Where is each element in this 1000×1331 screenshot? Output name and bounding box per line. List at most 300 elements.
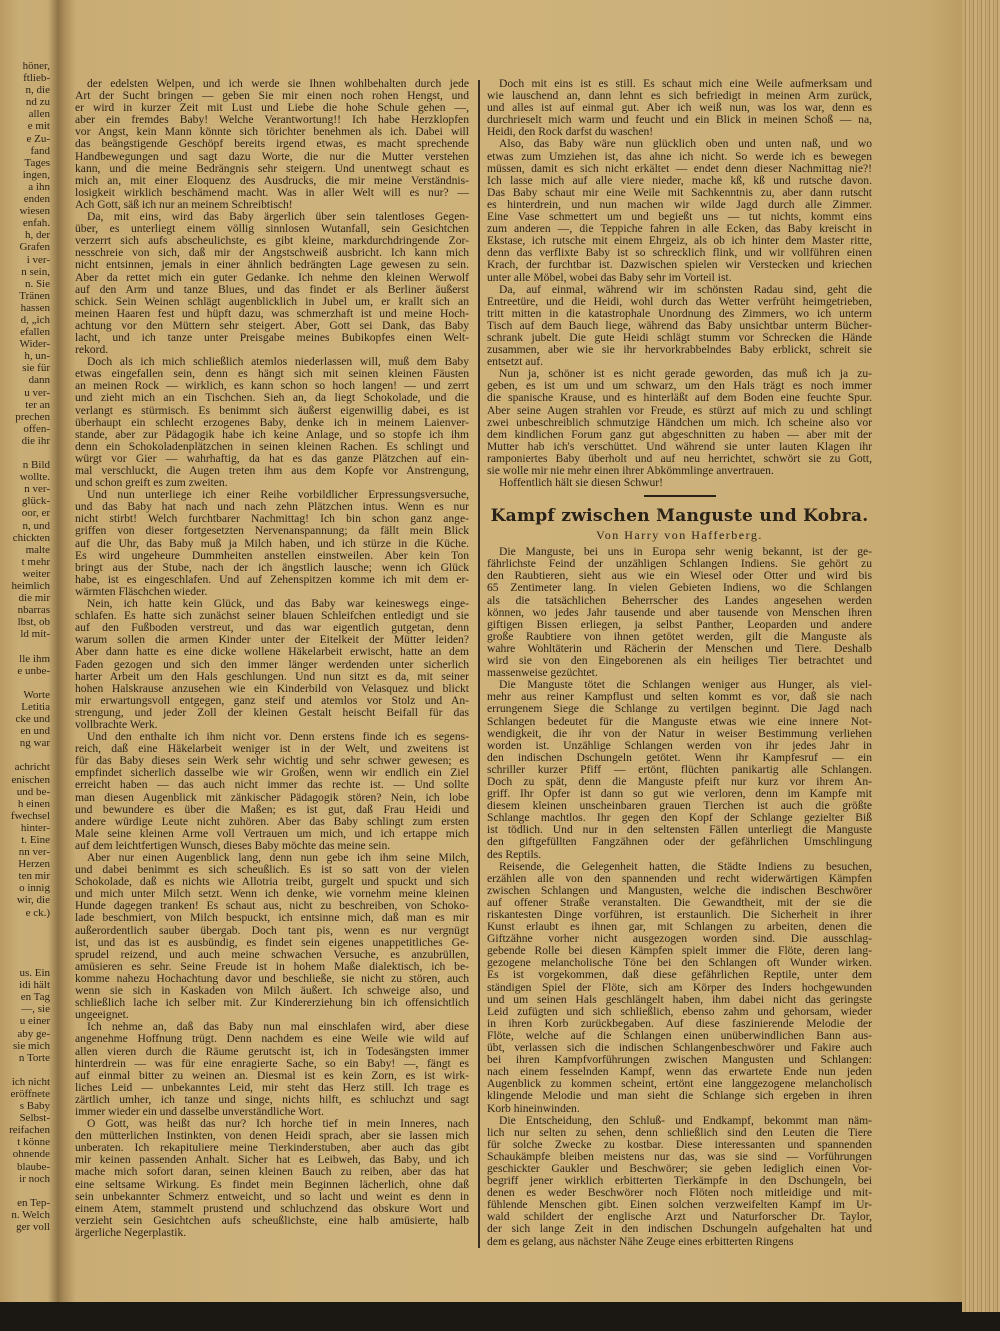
text-line: Das Baby schaut mir eine Weile mit Sachkenntnis zu, aber dann rutscht	[487, 185, 872, 199]
fragment-line: n, die	[25, 84, 50, 97]
fragment-line: blaube-	[17, 1160, 50, 1173]
fragment-line: Wider-	[19, 338, 50, 351]
text-line: Ich nehme an, daß das Baby nun mal einschlafen wird, aber diese	[87, 1020, 469, 1034]
text-line: Nun ja, schöner ist es nicht gerade geworden, das muß ich ja zu-	[499, 367, 872, 381]
text-line: Die Manguste, bei uns in Europa sehr wenig bekannt, ist der ge-	[499, 545, 872, 559]
text-line: Schlange machtlos. Ihr gegen den Kopf der Schlange gezielter Biß	[487, 811, 872, 825]
text-line: des Reptils.	[487, 847, 542, 861]
text-line: mache mich sofort daran, seinen kleinen Bauch zu reiben, aber das hat	[75, 1165, 469, 1179]
fragment-line: en und	[20, 725, 50, 738]
fragment-line	[0, 955, 50, 967]
text-line: eine seltsame Wirkung. Es findet mein Beginnen lächerlich, ohne daß	[75, 1177, 469, 1191]
text-line: denn das verflixte Baby ist so schrecklich flink, und wir vollführen einen	[487, 246, 872, 260]
text-line: giftigen Bissen erliegen, ja selbst Panther, Leoparden und andere	[487, 617, 872, 631]
text-line: Entreetüre, und die Heidi, wohl durch das Wetter verfrüht heimgetrieben,	[487, 294, 872, 308]
fragment-line: und be-	[16, 785, 50, 798]
text-line: nicht stirbt! Welch furchtbarer Nachmittag! Ich bin schon ganz ange-	[75, 512, 469, 526]
text-line: Kunst erlaubt es ihnen gar, mit Schlangen zu arbeiten, denen die	[487, 920, 872, 934]
fragment-line: dann	[28, 374, 50, 387]
text-line: Doch zu spät, denn die Manguste pfeift nur kurz vor ihrem An-	[487, 774, 872, 788]
fragment-line: chickten	[12, 531, 50, 544]
text-line: riskantesten Dinge vorführen, ist erstaunlich. Die Sicherheit in ihrer	[487, 908, 872, 921]
fragment-line: idi hält	[19, 979, 50, 992]
text-line: große Raubtiere von ihnen getötet werden, gilt die Manguste als	[487, 629, 872, 643]
text-line: für das Baby dieses sein Werk sehr wichtig und sehr schwer gewesen; es	[75, 754, 469, 768]
text-line: hohen Halskrause anzusehen wie ein Kinderbild von Velasquez und blickt	[75, 681, 469, 695]
fragment-line: us. Ein	[19, 967, 50, 980]
text-line: den mütterlichen Instinkten, von denen Heidi sprach, aber sie lassen mich	[75, 1129, 469, 1143]
fragment-line: nbarras	[17, 604, 50, 617]
text-line: wärmten Fläschchen wieder.	[75, 584, 208, 598]
text-line: Und den enthalte ich ihm nicht vor. Denn erstens finde ich es segens-	[87, 730, 469, 744]
text-line: worden ist. Unzählige Schlangen werden von ihr jedes Jahr in	[487, 738, 872, 752]
fragment-line: ger voll	[16, 1221, 50, 1233]
fragment-line: a ihn	[28, 180, 50, 193]
fragment-line: ohnende	[12, 1148, 50, 1161]
facing-page-fragments	[0, 60, 50, 1233]
text-line: der edelsten Welpen, und ich werde sie Ihnen wohlbehalten durch jede	[87, 77, 469, 90]
text-line: außerordentlich sauber übergab. Doch tant pis, wenn es nur vergnügt	[75, 923, 469, 937]
text-line: zwei unbeschreiblich schmutzige Händchen um mich. Ich scheine also vor	[487, 415, 872, 429]
text-line: ist tödlich. Und nur in den seltensten Fällen unterliegt die Manguste	[487, 823, 872, 837]
text-line: Aber da rettet mich ein guter Gedanke. Ich nehme den kleinen Werwolf	[75, 270, 469, 284]
text-line: erzählen alle von den spannenden und recht widerwärtigen Kämpfen	[487, 871, 872, 885]
text-line: und mich unter Milch setzt. Wenn ich denke, wie vornehm meine kleinen	[75, 887, 469, 901]
text-line: und alles ist auf einmal gut. Aber ich weiß nun, was los war, denn es	[487, 101, 872, 115]
text-line: den indischen Dschungeln getötet. Wenn ihr Kampfesruf — ein	[487, 750, 872, 764]
fragment-line: Tages	[24, 156, 50, 169]
text-line: an meinen Rock — wirklich, es kann schon so hoch langen! — und zerrt	[75, 379, 469, 393]
text-line: kann, und die meine Bedrängnis sehr steigern. Und unentwegt schaut es	[75, 161, 469, 175]
text-line: klingende Melodie und man sieht die Schlange sich ergeben in ihren	[487, 1089, 872, 1103]
story-continuation	[487, 78, 872, 489]
fragment-line: aby ge-	[17, 1027, 50, 1040]
fragment-line: sie für	[22, 362, 50, 375]
text-line: O Gott, was heißt das nur? Ich horche tief in mein Inneres, nach	[87, 1117, 469, 1131]
paragraph	[75, 211, 469, 356]
fragment-line	[0, 1064, 50, 1076]
text-line: nesschreie von sich, daß mir der Angstschweiß ausbricht. Ich kann mich	[75, 246, 469, 260]
fragment-line: Worte	[23, 688, 50, 701]
text-line: Male seine kleinen Arme voll Vertrauen um mich, und ich ertappe mich	[75, 826, 469, 840]
paragraph	[487, 284, 872, 369]
text-line: tritt mitten in die katastrophale Unordnung des Zimmers, wo ich unterm	[487, 306, 872, 320]
article-body	[487, 546, 872, 1247]
text-line: verlangt es stürmisch. Es benimmt sich äußerst eigenwillig dabei, es ist	[75, 403, 469, 417]
paragraph	[487, 546, 872, 679]
text-line: unberaten. Ich rekapituliere meine Tierkinderstuben, aber auch das gibt	[75, 1141, 469, 1155]
text-line: Und nun unterliege ich einer Reihe vorbildlicher Erpressungsversuche,	[87, 488, 469, 502]
text-line: überhaupt ein schlecht erzogenes Baby, denke ich in meinem Laienver-	[75, 415, 469, 429]
text-line: Nein, ich hatte kein Glück, und das Baby war keineswegs einge-	[87, 597, 469, 611]
fragment-line: en Tep-	[17, 1196, 50, 1209]
fragment-line: u ver-	[24, 386, 50, 399]
text-line: würgt vor Gier — wahrhaftig, da hat es das ganze Plätzchen auf ein-	[75, 451, 469, 465]
text-line: Handbewegungen und sagt dazu Worte, die nur die Mutter verstehen	[75, 149, 469, 163]
fragment-line: ten mir	[18, 870, 50, 883]
text-line: Doch als ich mich schließlich atemlos niederlassen will, muß dem Baby	[87, 355, 469, 369]
text-line: mir keinen passenden Anhalt. Sicher hat es Leibweh, das Baby, und ich	[75, 1153, 469, 1167]
text-line: man diesen Augenblick mit zänkischer Pädagogik stören? Nein, ich lobe	[75, 790, 469, 804]
fragment-line: n Torte	[18, 1051, 50, 1064]
fragment-line: fwechsel	[10, 809, 50, 822]
paragraph	[75, 78, 469, 211]
fragment-line: höner,	[22, 60, 50, 72]
fragment-line: ftlieb-	[23, 72, 50, 85]
fragment-line: e ck.)	[25, 906, 50, 919]
text-line: errungenem Siege die Schlange zu vertilgen beginnt. Die Jagd nach	[487, 702, 872, 716]
fragment-line: allen	[28, 108, 50, 121]
text-line: 65 Zentimeter lang. In vielen Gebieten Indiens, wo die Schlangen	[487, 581, 872, 595]
fragment-line: s Baby	[19, 1100, 50, 1113]
fragment-line: enfah.	[22, 217, 50, 230]
text-line: andere würdige Leute nicht zuhören. Aber das Baby schlingt zum ersten	[75, 814, 469, 828]
text-line: Flöte, welche auf die Schlangen einen unüberwindlichen Bann aus-	[487, 1028, 872, 1042]
fragment-line	[0, 1185, 50, 1197]
text-line: dem kindlichen Forum ganz gut abgeschnitten zu haben — aber mit der	[487, 427, 872, 441]
text-line: entsetzt auf.	[487, 355, 544, 369]
text-line: stande, aber zur Pädagogik habe ich keine Anlage, und so stopfe ich ihm	[75, 427, 469, 441]
paragraph	[75, 731, 469, 852]
fragment-line: enischen	[11, 773, 50, 786]
text-line: Die Entscheidung, den Schluß- und Endkampf, bekommt man näm-	[499, 1113, 872, 1127]
text-line: verzerrt sich aufs abscheulichste, es gibt kleine, markdurchdringende Zor-	[75, 234, 469, 248]
column-divider	[478, 80, 480, 1248]
fragment-line: d, „ich	[20, 313, 50, 326]
fragment-line: die mir	[18, 592, 50, 605]
fragment-line: reifachen	[9, 1124, 50, 1137]
text-line: begriff jener wirklich erbitterten Tierkämpfe in den Dschungeln, bei	[487, 1174, 872, 1188]
article-byline: Von Harry von Hafferberg.	[596, 528, 763, 543]
text-line: durchrieselt mich warm und feucht und ein Blick in meinen Schoß — na,	[487, 113, 872, 127]
text-line: und schon greift es zum zweiten.	[75, 476, 228, 490]
text-line: und bewundere es über die Maßen; es ist gut, daß Frau Heidi und	[75, 802, 469, 816]
text-line: auf einmal bitter zu weinen an. Diesmal ist es kein Zorn, es ist wirk-	[75, 1068, 469, 1082]
text-line: massenweise gezüchtet.	[487, 666, 598, 680]
fragment-line: Grafen	[19, 241, 50, 254]
text-line: zum anderen —, die Teppiche fahren in alle Ecken, das Baby kreischt in	[487, 222, 872, 236]
fragment-line: n. Welch	[11, 1208, 50, 1221]
text-line: einem Atem, stammelt prustend und schluchzend das obskure Wort und	[75, 1201, 469, 1215]
fragment-line: wir, die	[16, 894, 50, 907]
text-line: hinterdrein — was für eine enragierte Sache, so ein Baby! —, fängt es	[75, 1056, 469, 1070]
text-line: Heidi, den Rock darfst du waschen!	[487, 125, 654, 139]
text-line: Faden gezogen und sich den immer länger werdenden unter sicherlich	[75, 657, 469, 671]
text-line: Da, mit eins, wird das Baby ärgerlich über sein talentloses Gegen-	[87, 210, 469, 224]
text-line: lacht, und ich tanze unter Preisgabe meines Bubikopfes einen Welt-	[75, 330, 469, 344]
text-line: mich an, mit einer Eloquenz des Ausdrucks, die mir meine Verständnis-	[75, 173, 469, 187]
text-line: lade beschmiert, von Milch bespuckt, ich entsinne mich, daß man es mir	[75, 911, 469, 925]
fragment-line: h einen	[17, 797, 50, 810]
text-line: Aber nur einen Augenblick lang, denn nun gebe ich ihm seine Milch,	[87, 851, 469, 864]
paragraph	[75, 1021, 469, 1118]
text-line: denn ein Schokoladenplätzchen in seinen kleinen Rachen. Es schlingt und	[75, 439, 469, 453]
text-line: griff. Ihr Opfer ist dann so gut wie verloren, denn im Kampfe mit	[487, 787, 872, 801]
text-line: Doch mit eins ist es still. Es schaut mich eine Weile aufmerksam und	[499, 77, 872, 90]
text-line: den giftgefüllten Fangzähnen oder der gefährlichen Umschlingung	[487, 835, 872, 849]
text-line: und das Baby hat nach und nach zehn Plätzchen intus. Wenn es nur	[75, 500, 469, 514]
fragment-line: hinter-	[20, 821, 50, 834]
text-line: auf offener Straße veranstalten. Die Gewandtheit, mit der sie die	[487, 895, 872, 909]
text-line: Also, das Baby wäre nun glücklich oben und unten naß, und wo	[499, 137, 872, 151]
text-line: ärgerliche Negerplastik.	[75, 1225, 187, 1239]
fragment-line: o innig	[19, 882, 50, 895]
fragment-line: ng war	[19, 737, 50, 750]
fragment-line: u einer	[19, 1015, 50, 1028]
fragment-line	[0, 641, 50, 653]
text-line: gezogene melancholische Töne bei den Schlangen oft Wunder wirken.	[487, 956, 872, 970]
fragment-line: n sein,	[21, 265, 50, 278]
text-line: sprudel reizend, und auch meine schwachen Versuche, es anzubrüllen,	[75, 947, 469, 961]
fragment-line	[0, 447, 50, 459]
text-line: Ach Gott, säß ich nur an meinem Schreibtisch!	[75, 197, 293, 211]
text-line: der sich lange Zeit in den indischen Dschungeln aufgehalten hat und	[487, 1222, 872, 1236]
text-line: auf die Uhr, das Baby muß ja Milch haben, und ich stürze in die Küche.	[75, 536, 469, 550]
fragment-line: —, sie	[21, 1003, 50, 1016]
fragment-line: eröffnete	[10, 1087, 50, 1100]
text-line: komme nahezu Hochachtung davor und beschließe, sie nicht zu stören, auch	[75, 971, 469, 985]
fragment-line	[0, 919, 50, 931]
fragment-line: lbst, ob	[17, 616, 50, 629]
text-line: Art der Sucht bringen — geben Sie mir einen noch rohen Hengst, und	[75, 89, 469, 103]
text-line: das beängstigende Geschöpf bereits irgend etwas, es macht sprechende	[75, 137, 469, 151]
text-line: ist, und das ist es ausbündig, es findet sein eigenes unappetitliches Ge-	[75, 935, 469, 949]
text-line: sie wolle mir nie mehr einen ihrer Abkömmlinge anvertrauen.	[487, 464, 774, 477]
text-line: etwas eingefallen sein, denn es hängt sich mit seinen kleinen Fäusten	[75, 367, 469, 381]
fragment-line	[0, 749, 50, 761]
fragment-line: oor, er	[21, 507, 50, 520]
text-line: sein unbekannter Schmerz entweicht, und so lacht und weint es denn in	[75, 1189, 469, 1203]
text-line: es hinterdrein, und nun machen wir wilde Jagd durch alle Zimmer.	[487, 197, 872, 211]
text-line: erreicht haben — das auch nicht immer das rechte ist. — Und sollte	[75, 778, 469, 792]
text-line: zwischen Schlangen und Mangusten, welche die indischen Beschwörer	[487, 883, 872, 897]
text-line: den Raubtieren, sieht aus wie ein Wiesel oder Otter und wird bis	[487, 569, 872, 583]
text-line: Es ist vorgekommen, daß diese gefährlichen Reptile, unter dem	[487, 968, 872, 982]
text-line: über, es unterliegt einem völlig sinnlosen Wutanfall, sein Gesichtchen	[75, 222, 469, 236]
fragment-line: t. Eine	[21, 834, 50, 846]
text-line: Korb hineinwinden.	[487, 1101, 580, 1115]
fragment-line: ir noch	[19, 1172, 50, 1185]
text-line: nicht entsinnen, jemals in einer ähnlich bedrängten Lage gewesen zu sein.	[75, 258, 469, 272]
text-line: und dabei benimmt es sich scheußlich. Es ist so satt von der vielen	[75, 863, 469, 877]
text-line: dem es gelang, aus nächster Nähe Zeuge eines erbitterten Ringens	[487, 1234, 794, 1248]
fragment-line: e mit	[27, 120, 50, 133]
text-line: ständigen Spiel der Flöte, sich am Körper des Inders hochgewunden	[487, 980, 872, 994]
text-line: für solche Zwecke zu kostbar. Diese interessanten und spannenden	[487, 1137, 872, 1151]
text-line: achtung vor den Müttern sehr steigert. Aber, Gott sei Dank, das Baby	[75, 318, 469, 332]
text-line: nach einem fesselnden Kampf, wenn das erwartete Ende nun jeden	[487, 1065, 872, 1079]
text-line: schließlich lache ich selber mit. Zur Kindererziehung bin ich offensichtlich	[75, 996, 469, 1010]
text-line: und um seinen Hals geschlängelt haben, ihm dabei nicht das geringste	[487, 992, 872, 1006]
text-line: harter Arbeit um den Hals geschlungen. Und nun sitzt es da, mit seiner	[75, 669, 469, 683]
text-line: Hoffentlich hält sie diesen Schwur!	[499, 476, 663, 490]
text-line: amüsieren es sehr. Seine Freude ist in hohem Maße dialektisch, ich be-	[75, 959, 469, 973]
fragment-line: malte	[25, 543, 50, 556]
paragraph	[487, 861, 872, 1115]
fragment-line: fand	[30, 144, 50, 157]
text-line: liches Leid — unbekanntes Leid, mir steht das Herz still. Ich trage es	[75, 1080, 469, 1094]
fragment-line: n ver-	[24, 483, 50, 496]
text-line: lich nur selten zu sehen, denn schließlich sind den Leuten die Tiere	[487, 1125, 872, 1139]
fragment-line: nn ver-	[18, 846, 50, 859]
text-line: zärtlich umher, ich tanze und singe, nichts hilft, es schluchzt und sagt	[75, 1092, 469, 1106]
text-line: Aber dann hatte es eine dicke wollene Häkelarbeit erwischt, hatte an dem	[75, 645, 469, 659]
text-line: vor Angst, kein Mann könnte sich törichter benehmen als ich. Dabei will	[75, 125, 469, 139]
fragment-line: ter an	[25, 398, 50, 411]
fragment-line: prechen	[15, 410, 50, 423]
text-line: schrank jubelt. Die gute Heidi schlägt stumm vor Schrecken die Hände	[487, 330, 872, 344]
text-line: Schaukämpfe bleiben meistens nur das, was sie sind — Vorführungen	[487, 1149, 872, 1163]
fragment-line: e Zu-	[26, 132, 50, 145]
fragment-line: n Bild	[22, 459, 50, 472]
text-line: Da, auf einmal, während wir im schönsten Radau sind, geht die	[499, 282, 872, 296]
text-line: empfindet sicherlich dasselbe wie wir Großen, wenn wir endlich ein Ziel	[75, 766, 469, 780]
article-title: Kampf zwischen Manguste und Kobra.	[490, 506, 869, 527]
text-line: fährlichste Feind der unzähligen Schlangen Indiens. Sie gehört zu	[487, 557, 872, 571]
text-line: mehr aus reiner Kampflust und selten kommt es vor, daß sie nach	[487, 690, 872, 704]
text-line: fühlende Menschen gibt. Einen solchen verzweifelten Kampf im Ur-	[487, 1198, 872, 1212]
text-line: Aber seine Augen strahlen vor Freude, es stürzt auf mich zu und schlingt	[487, 403, 872, 417]
text-line: können, wo jedes Jahr tausende und aber tausende von Menschen ihren	[487, 605, 872, 619]
text-line: warum sollen die armen Kinder unter der Eitelkeit der Mütter leiden?	[75, 633, 469, 647]
text-line: auf den Fußboden verstreut, und das war eigentlich gutgetan, denn	[75, 621, 469, 635]
text-line: rekord.	[75, 343, 109, 357]
paragraph	[487, 1115, 872, 1248]
text-line: als die tatsächlichen Beherrscher des Landes angesehen werden	[487, 593, 872, 607]
fragment-line: h, der	[24, 229, 50, 242]
fragment-line: Letitia	[21, 700, 50, 713]
text-line: bringt aus der Stube, nach der ich ängstlich lausche; wenn ich Glück	[75, 560, 469, 574]
text-line: Die Manguste tötet die Schlangen weniger aus Hunger, als viel-	[499, 678, 872, 692]
fragment-line: achricht	[14, 761, 50, 774]
story-column-right	[487, 78, 872, 1248]
text-line: übt, verlassen sich die indischen Schlangenbeschwörer und Fakire auch	[487, 1041, 872, 1055]
fragment-line: wiesen	[19, 205, 50, 218]
fragment-line: t mehr	[21, 555, 50, 568]
fragment-line: weiter	[22, 567, 50, 580]
fragment-line: n. Sie	[24, 277, 50, 290]
fragment-line: offen-	[23, 422, 50, 435]
text-line: losigkeit wirklich beschämend macht. Was in aller Welt will es nur? —	[75, 185, 469, 199]
fragment-line: ich nicht	[11, 1075, 50, 1088]
text-line: strengung, und jeder Zoll der kleinen Gestalt heischt Beifall für das	[75, 705, 469, 719]
fragment-line: h, un-	[24, 350, 50, 363]
text-line: angenehme Hoffnung trügt. Denn nachdem es eine Weile wie wild auf	[75, 1032, 469, 1046]
text-line: meinen Haaren fest und hüpft dazu, was schmerzhaft ist und meine Hoch-	[75, 306, 469, 320]
text-line: habe, ist es eingeschlafen. Und auf Zehenspitzen komme ich mit dem er-	[75, 572, 469, 586]
text-line: in ihren Korb zurückbegaben. Auf diese faszinierende Melodie der	[487, 1016, 872, 1030]
text-line: wendigkeit, die ihr von der Natur in weiser Bestimmung verliehen	[487, 726, 872, 740]
fragment-line: e unbe-	[17, 664, 50, 677]
fragment-line: enden	[23, 193, 50, 206]
text-line: wald schildert der englische Arzt und Naturforscher Dr. Taylor,	[487, 1210, 872, 1224]
text-line: er wird in kurzer Zeit mit Lust und Liebe die hohe Schule gehen —,	[75, 101, 469, 115]
paragraph	[75, 1118, 469, 1239]
text-line: zusammen, aber wie sie ihr hervorkrabbelndes Baby erblickt, schreit sie	[487, 343, 872, 357]
paragraph	[487, 78, 872, 138]
text-line: vollbrachte Werk.	[75, 717, 158, 731]
text-line: schriller kurzer Pfiff — ertönt, flüchten panikartig alle Schlangen.	[487, 762, 872, 776]
text-line: Mutter hab ich's verschüttet. Und während sie unter lauten Klagen ihr	[487, 439, 872, 453]
paragraph	[487, 679, 872, 860]
fragment-line: n, und	[22, 519, 50, 532]
paragraph	[487, 368, 872, 477]
text-line: Es wird ungeheure Dummheiten anstellen einstweilen. Aber kein Ton	[75, 548, 469, 562]
text-line: müssen, damit es sich nicht erkältet — endet denn dieser Nachmittag nie?!	[487, 161, 872, 175]
text-line: Ich lasse mich auf alle viere nieder, mache kß, kß und rutsche davon.	[487, 173, 872, 187]
fragment-line: sie mich	[13, 1039, 50, 1052]
fragment-line: efallen	[20, 326, 50, 339]
paragraph	[75, 852, 469, 1021]
fragment-line	[0, 677, 50, 689]
fragment-line: hassen	[20, 301, 50, 314]
fragment-line: Tränen	[19, 289, 50, 302]
text-line: ungeeignet.	[75, 1008, 129, 1022]
fragment-line	[0, 943, 50, 955]
text-line: wie lauschend an, dann lehnt es sich befriedigt in meinen Arm zurück,	[487, 89, 872, 103]
text-line: geben, es ist um und um schwarz, um den Hals trägt es noch immer	[487, 379, 872, 393]
section-rule	[644, 495, 716, 497]
fragment-line: wollte.	[19, 471, 50, 484]
fragment-line: heimlich	[11, 580, 50, 593]
text-line: reich, daß eine Häkelarbeit weniger ist in der Welt, und zweitens ist	[75, 742, 469, 756]
text-line: unter alle Möbel, wobei das Baby sehr im Vorteil ist.	[487, 270, 732, 284]
text-line: und zieht mich an ein Tischchen. Sieh an, da liegt Schokolade, und die	[75, 391, 469, 405]
fragment-line: i ver-	[26, 253, 50, 266]
text-line: Reisende, die Gelegenheit hatten, die Städte Indiens zu besuchen,	[499, 859, 872, 873]
page-edges	[962, 0, 1000, 1312]
text-line: wahre Wohltäterin und Rächerin der Menschen und Tiere. Deshalb	[487, 641, 872, 655]
fragment-line: die ihr	[21, 434, 50, 447]
text-line: denen es weder Beschwörer noch Flöten noch mitleidige und mit-	[487, 1186, 872, 1200]
fragment-line: ld mit-	[20, 628, 50, 641]
text-line: schlafen. Es hatte sich zunächst seiner blauen Schleifchen entledigt und sie	[75, 609, 469, 623]
fragment-line: ingen,	[22, 168, 50, 181]
fragment-line: en Tag	[20, 991, 50, 1004]
fragment-line: nd zu	[25, 96, 50, 109]
text-line: Ekstase, ich rutsche mit einem Ehrgeiz, als ob ich hinter dem Master ritte,	[487, 234, 872, 248]
text-line: Tisch auf dem Bauch liege, während das Baby unsichtbar unterm Bücher-	[487, 318, 872, 332]
text-line: Hunde dagegen tranken! Es schaut aus, nicht zu beschreiben, von Schoko-	[75, 899, 469, 913]
text-line: ramponiertes Baby überholt und auf neu herrichtet, schwört sie zu Gott,	[487, 451, 872, 465]
text-line: Schokolade, daß es nichts wie Allotria treibt, gurgelt und spuckt und sich	[75, 875, 469, 889]
paragraph	[75, 489, 469, 598]
fragment-line	[0, 931, 50, 943]
text-line: immer wieder ein und dasselbe unverständliche Wort.	[75, 1104, 325, 1118]
fragment-line: Selbst-	[19, 1112, 50, 1125]
paragraph	[487, 477, 872, 489]
text-line: geschickter Gaukler und Beschwörer; sie geben lediglich einen Vor-	[487, 1161, 872, 1175]
text-line: gebende Rolle bei diesen Kämpfen spielt immer die Flöte, deren lang-	[487, 944, 872, 958]
paragraph	[75, 356, 469, 489]
text-line: bei ihren Kampfvorführungen zwischen Mangusten und Schlangen:	[487, 1053, 872, 1067]
text-line: diesem kleinen unscheinbaren grauen Tierchen ist auch die größte	[487, 799, 872, 813]
text-line: Augenblick zu kommen scheint, ertönt eine langgezogene melancholisch	[487, 1077, 872, 1091]
text-line: wenn sie sich in Kaskaden von Milch äußert. Ich schweige also, und	[75, 984, 469, 998]
fragment-line: lle ihm	[19, 652, 50, 665]
text-line: Krach, der furchtbar ist. Dazwischen spielen wir Verstecken und kriechen	[487, 258, 872, 272]
text-line: allen vieren durch die Räume gerutscht ist, ich in Todesängsten immer	[75, 1044, 469, 1058]
text-line: die spanische Krause, und es hinterläßt auf dem Boden eine feuchte Spur.	[487, 391, 872, 405]
fragment-line: glück-	[21, 495, 50, 508]
fragment-line: cke und	[15, 713, 50, 726]
story-column-left	[75, 78, 469, 1239]
text-line: mir erwartungsvoll entgegen, ganz steif und atemlos vor Stolz und An-	[75, 693, 469, 707]
text-line: schick. Sein Weinen schlägt augenblicklich in Jubel um, er krallt sich an	[75, 294, 469, 308]
text-line: mal verschluckt, die Augen treten ihm aus dem Kopfe vor Anstrengung,	[75, 464, 469, 477]
paragraph	[487, 138, 872, 283]
fragment-line: Herzen	[18, 858, 50, 871]
